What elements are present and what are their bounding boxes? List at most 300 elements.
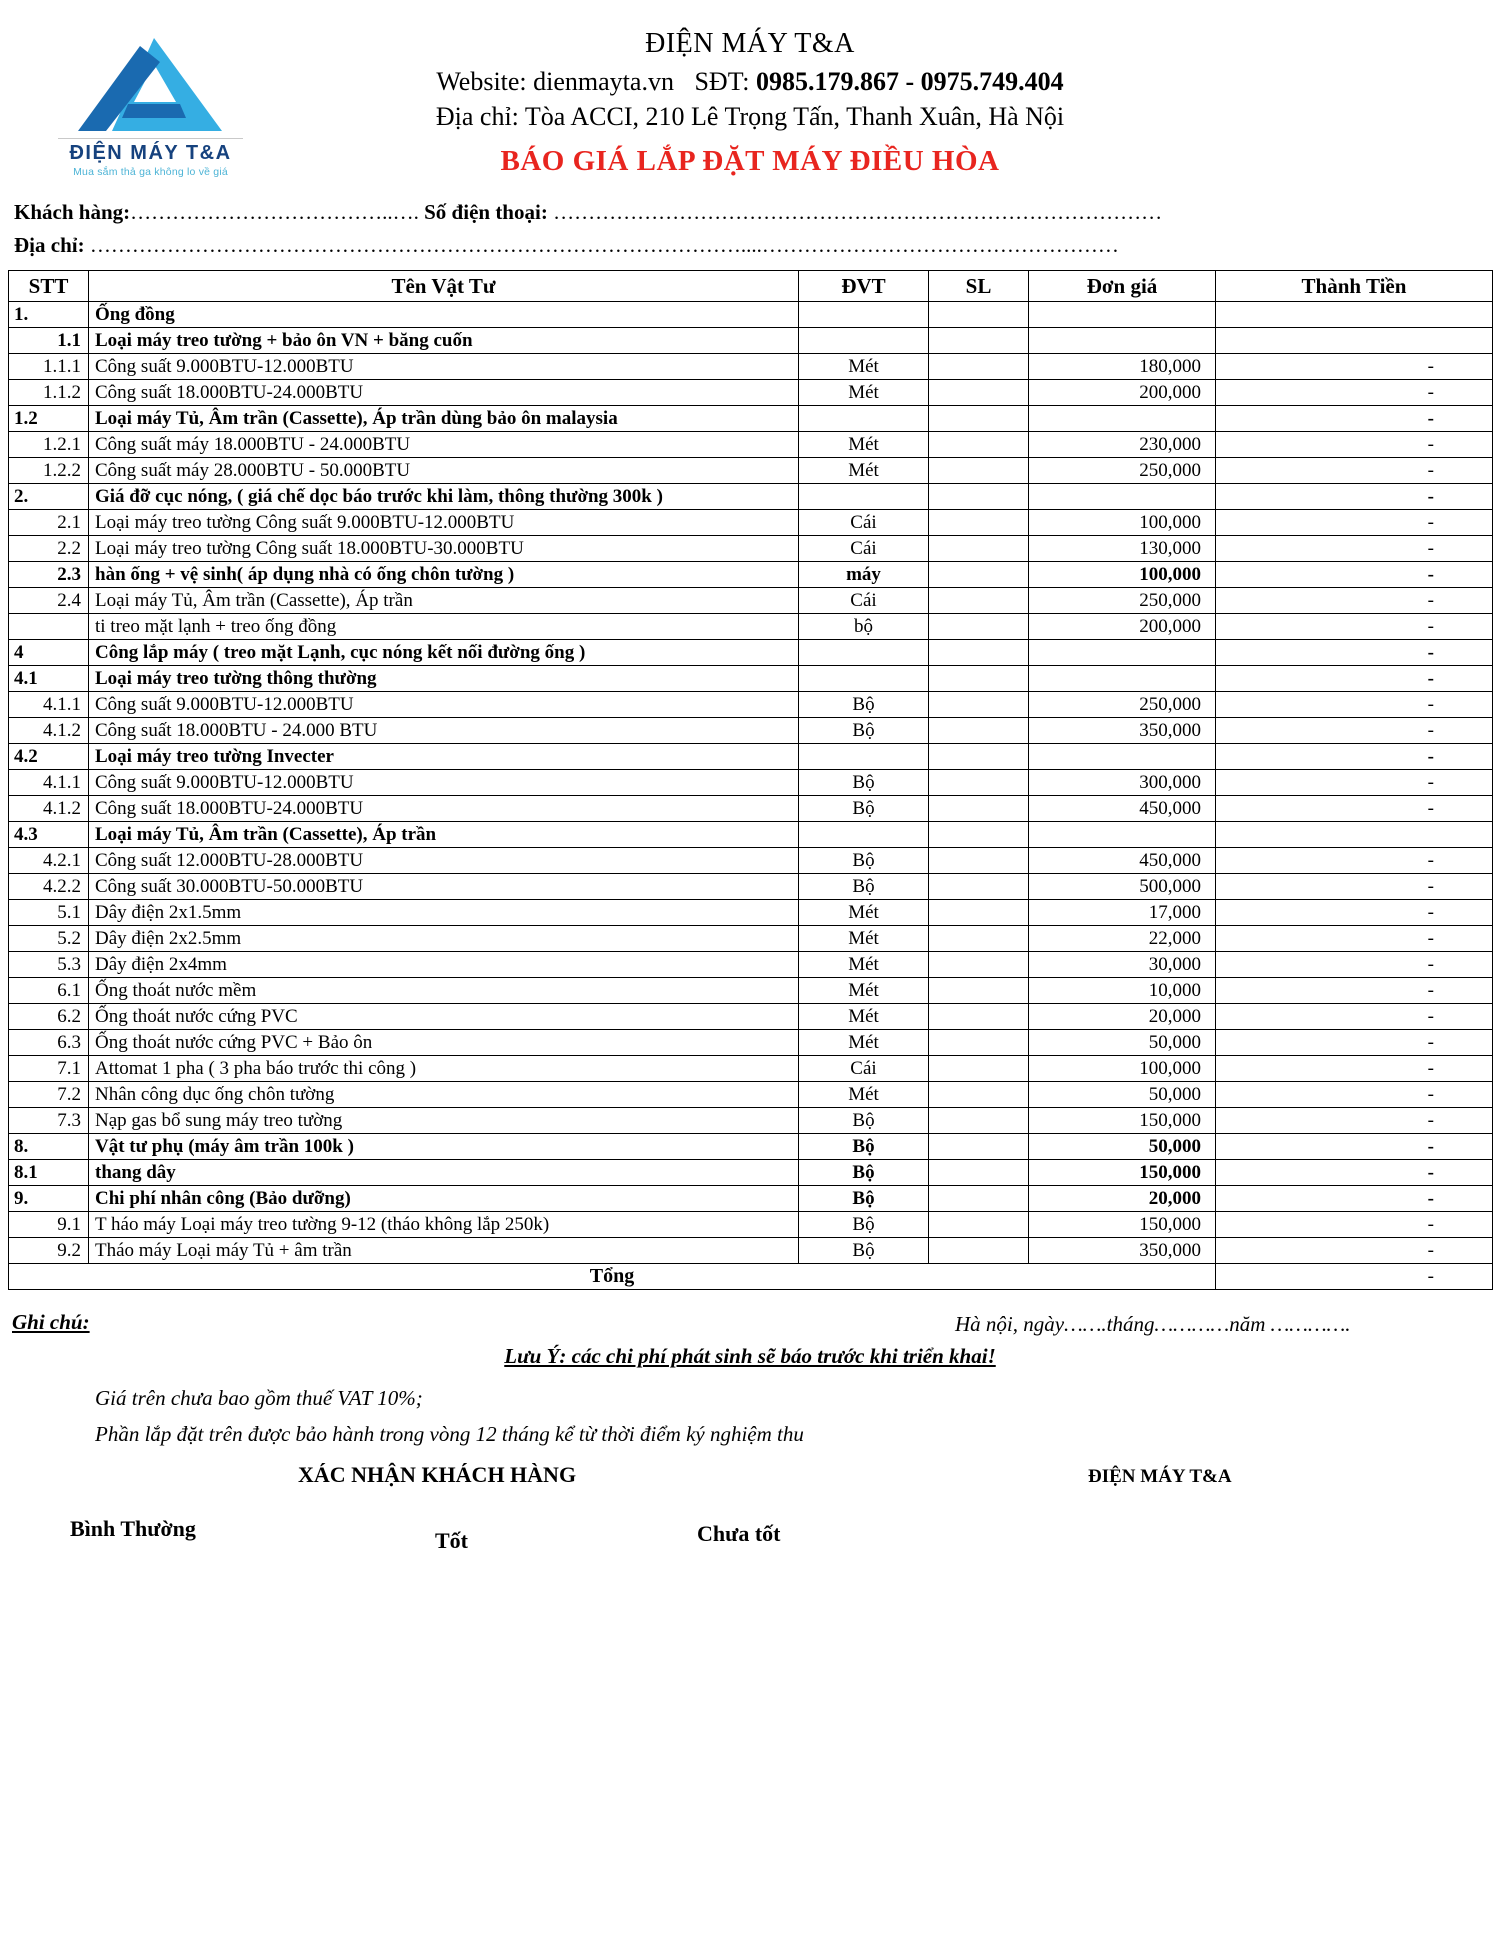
unit-price: 130,000 [1029, 536, 1216, 562]
stt: 7.1 [9, 1056, 89, 1082]
item-name: Chi phí nhân công (Bảo dưỡng) [89, 1186, 799, 1212]
unit: Bộ [799, 1134, 929, 1160]
line-total: - [1216, 432, 1493, 458]
warranty-note: Phần lắp đặt trên được bảo hành trong vòng 12 tháng kể từ thời điểm ký nghiệm thu [95, 1422, 804, 1446]
table-row [9, 406, 1493, 432]
table-row [9, 328, 1493, 354]
unit-price: 250,000 [1029, 692, 1216, 718]
quantity [929, 978, 1029, 1004]
item-name: Dây điện 2x1.5mm [89, 900, 799, 926]
stt: 9. [9, 1186, 89, 1212]
stt: 1.1.1 [9, 354, 89, 380]
customer-phone-label: Số điện thoại: [424, 200, 548, 224]
stt: 6.3 [9, 1030, 89, 1056]
table-row [9, 796, 1493, 822]
unit: Bộ [799, 796, 929, 822]
unit [799, 328, 929, 354]
unit-price [1029, 744, 1216, 770]
table-row [9, 848, 1493, 874]
unit: Mét [799, 380, 929, 406]
quantity [929, 952, 1029, 978]
vat-note: Giá trên chưa bao gồm thuế VAT 10%; [95, 1386, 423, 1410]
quantity [929, 1212, 1029, 1238]
line-total: - [1216, 484, 1493, 510]
unit-price [1029, 640, 1216, 666]
stt: 6.2 [9, 1004, 89, 1030]
unit: Bộ [799, 692, 929, 718]
column-header-item-name: Tên Vật Tư [89, 271, 799, 302]
unit-price: 100,000 [1029, 562, 1216, 588]
item-name: hàn ống + vệ sinh( áp dụng nhà có ống chôn tường ) [89, 562, 799, 588]
unit-price: 500,000 [1029, 874, 1216, 900]
table-row [9, 1108, 1493, 1134]
unit-price: 100,000 [1029, 1056, 1216, 1082]
table-row [9, 926, 1493, 952]
line-total: - [1216, 718, 1493, 744]
stt: 2.3 [9, 562, 89, 588]
unit-price: 50,000 [1029, 1082, 1216, 1108]
document-header [0, 0, 1500, 178]
line-total: - [1216, 1108, 1493, 1134]
table-row [9, 484, 1493, 510]
unit-price [1029, 666, 1216, 692]
quantity [929, 562, 1029, 588]
unit [799, 484, 929, 510]
item-name: Loại máy Tủ, Âm trần (Cassette), Áp trần [89, 588, 799, 614]
unit: Mét [799, 952, 929, 978]
stt: 2.1 [9, 510, 89, 536]
item-name: Dây điện 2x4mm [89, 952, 799, 978]
item-name: Công suất 18.000BTU - 24.000 BTU [89, 718, 799, 744]
item-name: Công suất 9.000BTU-12.000BTU [89, 354, 799, 380]
item-name: thang dây [89, 1160, 799, 1186]
unit: Mét [799, 1004, 929, 1030]
line-total: - [1216, 562, 1493, 588]
quantity [929, 458, 1029, 484]
line-total: - [1216, 458, 1493, 484]
unit: Mét [799, 978, 929, 1004]
item-name: Công suất máy 18.000BTU - 24.000BTU [89, 432, 799, 458]
line-total: - [1216, 874, 1493, 900]
quantity [929, 926, 1029, 952]
customer-address-line [14, 233, 1486, 258]
unit-price: 350,000 [1029, 1238, 1216, 1264]
stt [9, 614, 89, 640]
quantity [929, 354, 1029, 380]
warning-note: Lưu Ý: các chi phí phát sinh sẽ báo trước khi triển khai! [504, 1344, 996, 1368]
item-name: Dây điện 2x2.5mm [89, 926, 799, 952]
table-row [9, 1134, 1493, 1160]
unit-price: 100,000 [1029, 510, 1216, 536]
table-row [9, 302, 1493, 328]
stt: 1.2 [9, 406, 89, 432]
customer-address-dots: …………………………………………………………………………………....…………………………………………… [89, 233, 1119, 257]
item-name: Ống thoát nước cứng PVC [89, 1004, 799, 1030]
quantity [929, 1186, 1029, 1212]
rating-bad-label: Chưa tốt [697, 1521, 781, 1546]
quantity [929, 302, 1029, 328]
stt: 2.4 [9, 588, 89, 614]
table-row [9, 952, 1493, 978]
unit: Bộ [799, 1238, 929, 1264]
table-row [9, 1056, 1493, 1082]
quantity [929, 1030, 1029, 1056]
stt: 4.1 [9, 666, 89, 692]
line-total: - [1216, 1134, 1493, 1160]
unit-price: 230,000 [1029, 432, 1216, 458]
line-total: - [1216, 848, 1493, 874]
quantity [929, 822, 1029, 848]
line-total: - [1216, 510, 1493, 536]
phone-numbers: 0985.179.867 - 0975.749.404 [756, 67, 1064, 96]
column-header-stt: STT [9, 271, 89, 302]
table-row [9, 874, 1493, 900]
table-row [9, 1212, 1493, 1238]
line-total: - [1216, 978, 1493, 1004]
customer-section [14, 200, 1486, 258]
table-row [9, 770, 1493, 796]
item-name: Công suất 30.000BTU-50.000BTU [89, 874, 799, 900]
line-total: - [1216, 744, 1493, 770]
unit: Cái [799, 588, 929, 614]
stt: 4.1.1 [9, 692, 89, 718]
line-total [1216, 822, 1493, 848]
item-name: Công suất 12.000BTU-28.000BTU [89, 848, 799, 874]
unit-price: 50,000 [1029, 1030, 1216, 1056]
item-name: Tháo máy Loại máy Tủ + âm trần [89, 1238, 799, 1264]
unit: Bộ [799, 848, 929, 874]
quantity [929, 744, 1029, 770]
table-row [9, 1082, 1493, 1108]
unit-price: 30,000 [1029, 952, 1216, 978]
unit [799, 640, 929, 666]
unit-price: 20,000 [1029, 1004, 1216, 1030]
customer-name-label: Khách hàng: [14, 200, 131, 224]
unit: Mét [799, 900, 929, 926]
stt: 9.1 [9, 1212, 89, 1238]
document-footer [0, 1306, 1500, 1926]
line-total: - [1216, 692, 1493, 718]
unit-price: 22,000 [1029, 926, 1216, 952]
stt: 7.3 [9, 1108, 89, 1134]
unit-price: 450,000 [1029, 848, 1216, 874]
total-row [9, 1264, 1493, 1290]
document-title: BÁO GIÁ LẮP ĐẶT MÁY ĐIỀU HÒA [500, 145, 1000, 177]
line-total: - [1216, 1212, 1493, 1238]
line-total: - [1216, 406, 1493, 432]
quantity [929, 614, 1029, 640]
company-logo [58, 34, 243, 178]
item-name: Ống thoát nước cứng PVC + Bảo ôn [89, 1030, 799, 1056]
unit-price: 10,000 [1029, 978, 1216, 1004]
unit-price: 300,000 [1029, 770, 1216, 796]
unit-price: 250,000 [1029, 458, 1216, 484]
quantity [929, 406, 1029, 432]
unit: Cái [799, 536, 929, 562]
unit: Mét [799, 1082, 929, 1108]
quantity [929, 1238, 1029, 1264]
line-total: - [1216, 796, 1493, 822]
line-total: - [1216, 614, 1493, 640]
unit: Mét [799, 354, 929, 380]
item-name: Loại máy Tủ, Âm trần (Cassette), Áp trần [89, 822, 799, 848]
item-name: ti treo mặt lạnh + treo ống đồng [89, 614, 799, 640]
quantity [929, 640, 1029, 666]
unit: Bộ [799, 1186, 929, 1212]
unit-price: 17,000 [1029, 900, 1216, 926]
quantity [929, 1082, 1029, 1108]
unit: Cái [799, 1056, 929, 1082]
unit [799, 744, 929, 770]
stt: 6.1 [9, 978, 89, 1004]
item-name: Loại máy treo tường Công suất 18.000BTU-30.000BTU [89, 536, 799, 562]
stt: 4.1.2 [9, 718, 89, 744]
unit-price: 450,000 [1029, 796, 1216, 822]
table-row [9, 978, 1493, 1004]
item-name: Vật tư phụ (máy âm trần 100k ) [89, 1134, 799, 1160]
item-name: Công suất máy 28.000BTU - 50.000BTU [89, 458, 799, 484]
table-row [9, 588, 1493, 614]
table-row [9, 1030, 1493, 1056]
stt: 1. [9, 302, 89, 328]
unit: Mét [799, 926, 929, 952]
table-row [9, 432, 1493, 458]
item-name: Ống thoát nước mềm [89, 978, 799, 1004]
unit-price [1029, 302, 1216, 328]
quantity [929, 588, 1029, 614]
quantity [929, 848, 1029, 874]
unit-price [1029, 822, 1216, 848]
column-header-unit-price: Đơn giá [1029, 271, 1216, 302]
item-name: Loại máy treo tường Invecter [89, 744, 799, 770]
stt: 4.1.1 [9, 770, 89, 796]
unit-price: 250,000 [1029, 588, 1216, 614]
stt: 4.2.1 [9, 848, 89, 874]
item-name: Nhân công dục ống chôn tường [89, 1082, 799, 1108]
line-total: - [1216, 1160, 1493, 1186]
total-value: - [1216, 1264, 1493, 1290]
table-row [9, 1004, 1493, 1030]
line-total: - [1216, 588, 1493, 614]
unit: Mét [799, 1030, 929, 1056]
unit-price: 50,000 [1029, 1134, 1216, 1160]
table-row [9, 536, 1493, 562]
quantity [929, 874, 1029, 900]
table-row [9, 562, 1493, 588]
unit-price: 150,000 [1029, 1212, 1216, 1238]
table-row [9, 1238, 1493, 1264]
table-row [9, 640, 1493, 666]
unit: Bộ [799, 770, 929, 796]
rating-good-label: Tốt [435, 1528, 468, 1553]
company-name: ĐIỆN MÁY T&A [645, 28, 855, 59]
line-total: - [1216, 1004, 1493, 1030]
table-row [9, 1186, 1493, 1212]
line-total [1216, 302, 1493, 328]
column-header-quantity: SL [929, 271, 1029, 302]
unit-price: 350,000 [1029, 718, 1216, 744]
quantity [929, 796, 1029, 822]
line-total: - [1216, 666, 1493, 692]
unit: Bộ [799, 1160, 929, 1186]
stt: 5.1 [9, 900, 89, 926]
unit: Bộ [799, 874, 929, 900]
table-row [9, 718, 1493, 744]
stt: 4 [9, 640, 89, 666]
line-total: - [1216, 354, 1493, 380]
line-total: - [1216, 1056, 1493, 1082]
table-row [9, 822, 1493, 848]
quantity [929, 328, 1029, 354]
item-name: Công suất 9.000BTU-12.000BTU [89, 692, 799, 718]
item-name: Loại máy treo tường Công suất 9.000BTU-12.000BTU [89, 510, 799, 536]
customer-address-label: Địa chỉ: [14, 233, 85, 257]
table-header-row [9, 271, 1493, 302]
unit [799, 666, 929, 692]
quantity [929, 718, 1029, 744]
item-name: Loại máy Tủ, Âm trần (Cassette), Áp trần dùng bảo ôn malaysia [89, 406, 799, 432]
table-row [9, 380, 1493, 406]
quantity [929, 770, 1029, 796]
phone-prefix-label: SĐT: [694, 67, 750, 96]
item-name: Nạp gas bổ sung máy treo tường [89, 1108, 799, 1134]
table-row [9, 614, 1493, 640]
stt: 8.1 [9, 1160, 89, 1186]
table-row [9, 744, 1493, 770]
price-table-body [9, 302, 1493, 1264]
rating-normal-label: Bình Thường [70, 1516, 196, 1541]
stt: 4.3 [9, 822, 89, 848]
unit-price [1029, 328, 1216, 354]
line-total: - [1216, 640, 1493, 666]
item-name: Attomat 1 pha ( 3 pha báo trước thi công ) [89, 1056, 799, 1082]
line-total [1216, 328, 1493, 354]
customer-name-dots: ………………………………..…. [130, 200, 419, 224]
table-row [9, 692, 1493, 718]
table-row [9, 458, 1493, 484]
stt: 8. [9, 1134, 89, 1160]
line-total: - [1216, 1082, 1493, 1108]
unit [799, 406, 929, 432]
line-total: - [1216, 926, 1493, 952]
quantity [929, 536, 1029, 562]
quantity [929, 1160, 1029, 1186]
stt: 2.2 [9, 536, 89, 562]
unit: Bộ [799, 1212, 929, 1238]
unit-price: 200,000 [1029, 614, 1216, 640]
stt: 4.2.2 [9, 874, 89, 900]
line-total: - [1216, 900, 1493, 926]
customer-sign-label: XÁC NHẬN KHÁCH HÀNG [298, 1462, 577, 1487]
stt: 1.1 [9, 328, 89, 354]
stt: 2. [9, 484, 89, 510]
table-row [9, 354, 1493, 380]
table-row [9, 510, 1493, 536]
stt: 4.1.2 [9, 796, 89, 822]
quantity [929, 1108, 1029, 1134]
quantity [929, 432, 1029, 458]
website-label: Website: dienmayta.vn [436, 67, 674, 96]
quantity [929, 1004, 1029, 1030]
item-name: Loại máy treo tường thông thường [89, 666, 799, 692]
line-total: - [1216, 536, 1493, 562]
stt: 9.2 [9, 1238, 89, 1264]
logo-text: ĐIỆN MÁY T&A [58, 138, 243, 165]
unit [799, 302, 929, 328]
item-name: Công suất 9.000BTU-12.000BTU [89, 770, 799, 796]
line-total: - [1216, 1238, 1493, 1264]
unit-price: 200,000 [1029, 380, 1216, 406]
quantity [929, 380, 1029, 406]
stt: 4.2 [9, 744, 89, 770]
unit-price: 20,000 [1029, 1186, 1216, 1212]
customer-name-line [14, 200, 1486, 225]
logo-tagline: Mua sắm thả ga không lo về giá [73, 166, 228, 178]
item-name: Giá đỡ cục nóng, ( giá chế dọc báo trước khi làm, thông thường 300k ) [89, 484, 799, 510]
quantity [929, 666, 1029, 692]
quantity [929, 484, 1029, 510]
line-total: - [1216, 380, 1493, 406]
stt: 5.3 [9, 952, 89, 978]
note-label: Ghi chú: [12, 1310, 90, 1334]
item-name: Ống đồng [89, 302, 799, 328]
quantity [929, 900, 1029, 926]
unit: Mét [799, 458, 929, 484]
stt: 5.2 [9, 926, 89, 952]
item-name: Công suất 18.000BTU-24.000BTU [89, 796, 799, 822]
total-label: Tổng [9, 1264, 1216, 1290]
customer-phone-dots: …………………………………………………………………………… [553, 200, 1163, 224]
line-total: - [1216, 770, 1493, 796]
line-total: - [1216, 1186, 1493, 1212]
item-name: Loại máy treo tường + bảo ôn VN + băng cuốn [89, 328, 799, 354]
column-header-unit: ĐVT [799, 271, 929, 302]
table-row [9, 1160, 1493, 1186]
quantity [929, 1056, 1029, 1082]
stt: 7.2 [9, 1082, 89, 1108]
quantity [929, 1134, 1029, 1160]
logo-triangle-icon [76, 34, 226, 134]
unit-price: 180,000 [1029, 354, 1216, 380]
unit-price: 150,000 [1029, 1160, 1216, 1186]
stt: 1.1.2 [9, 380, 89, 406]
table-row [9, 666, 1493, 692]
unit-price [1029, 484, 1216, 510]
table-row [9, 900, 1493, 926]
line-total: - [1216, 1030, 1493, 1056]
company-address: Địa chỉ: Tòa ACCI, 210 Lê Trọng Tấn, Thanh Xuân, Hà Nội [435, 102, 1065, 131]
column-header-line-total: Thành Tiền [1216, 271, 1493, 302]
stt: 1.2.2 [9, 458, 89, 484]
date-line: Hà nội, ngày…….tháng…………năm …………. [955, 1312, 1351, 1336]
item-name: T háo máy Loại máy treo tường 9-12 (tháo không lắp 250k) [89, 1212, 799, 1238]
line-total: - [1216, 952, 1493, 978]
unit: Bộ [799, 718, 929, 744]
unit: bộ [799, 614, 929, 640]
price-table [8, 270, 1493, 1290]
item-name: Công lắp máy ( treo mặt Lạnh, cục nóng kết nối đường ống ) [89, 640, 799, 666]
quantity [929, 692, 1029, 718]
unit: Bộ [799, 1108, 929, 1134]
unit [799, 822, 929, 848]
unit: Cái [799, 510, 929, 536]
item-name: Công suất 18.000BTU-24.000BTU [89, 380, 799, 406]
quantity [929, 510, 1029, 536]
unit-price: 150,000 [1029, 1108, 1216, 1134]
unit-price [1029, 406, 1216, 432]
unit: Mét [799, 432, 929, 458]
stt: 1.2.1 [9, 432, 89, 458]
